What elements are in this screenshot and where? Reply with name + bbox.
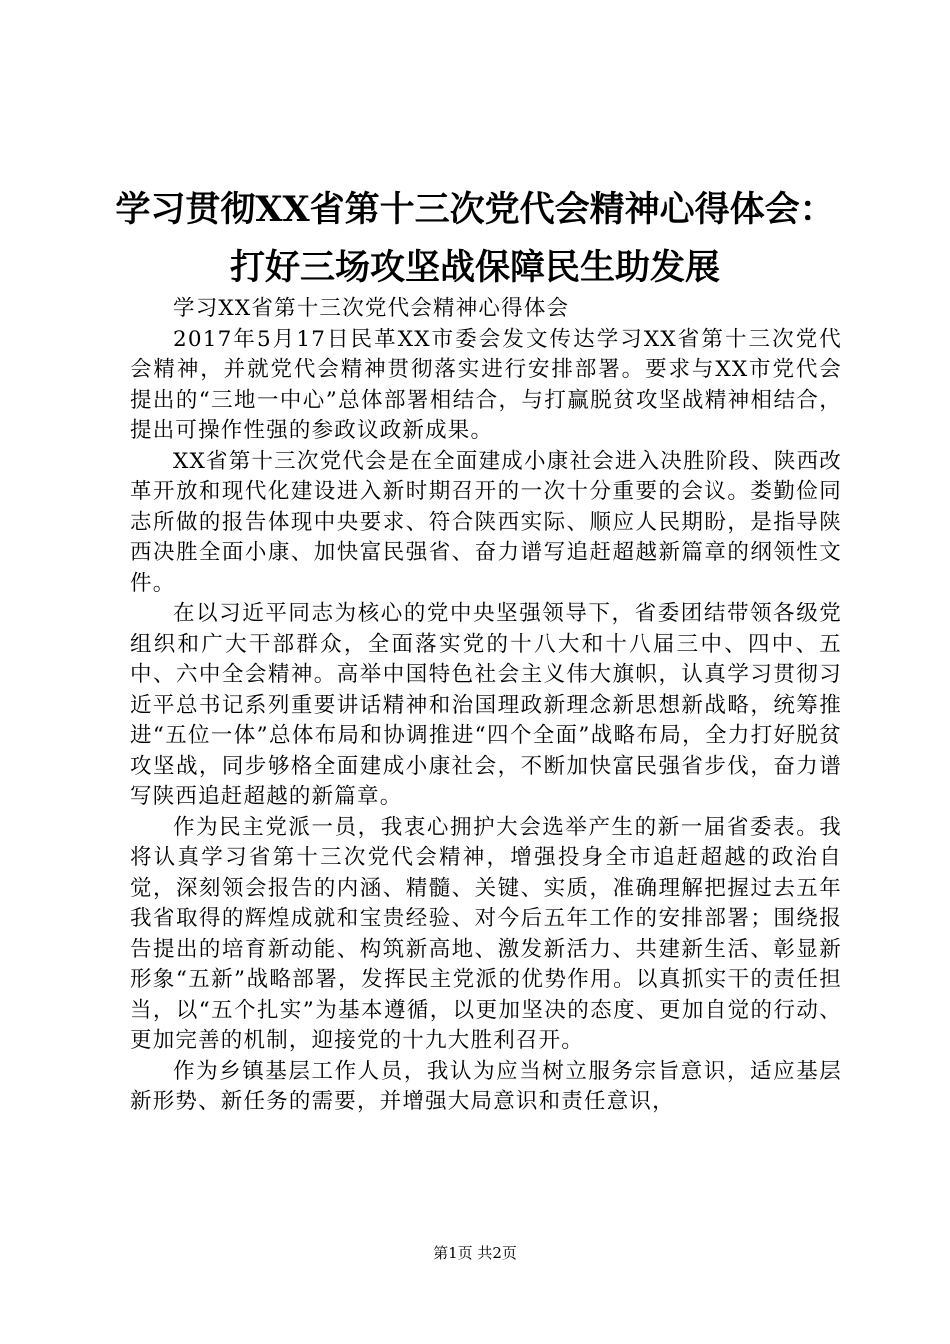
paragraph: 在以习近平同志为核心的党中央坚强领导下，省委团结带领各级党组织和广大干部群众，全面落实党的十八大和十八届三中、四中、五中、六中全会精神。高举中国特色社会主义伟大旗帜，认真学习贯彻习近平总书记系列重要讲话精神和治国理政新理念新思想新战略，统筹推进“五位一体”总体布局和协调推进“四个全面”战略布局，全力打好脱贫攻坚战，同步够格全面建成小康社会，不断加快富民强省步伐，奋力谱写陕西追赶超越的新篇章。 <box>130 601 842 809</box>
paragraph: 2017年5月17日民革XX市委会发文传达学习XX省第十三次党代会精神，并就党代会精神贯彻落实进行安排部署。要求与XX市党代会提出的“三地一中心”总体部署相结合，与打赢脱贫攻坚战精神相结合，提出可操作性强的参政议政新成果。 <box>130 326 842 443</box>
page-footer: 第1页 共2页 <box>433 1244 517 1262</box>
paragraph: 作为乡镇基层工作人员，我认为应当树立服务宗旨意识，适应基层新形势、新任务的需要，并增强大局意识和责任意识， <box>130 1058 842 1114</box>
paragraph: 作为民主党派一员，我衷心拥护大会选举产生的新一届省委表。我将认真学习省第十三次党代会精神，增强投身全市追赶超越的政治自觉，深刻领会报告的内涵、精髓、关键、实质，准确理解把握过去五年我省取得的辉煌成就和宝贵经验、对今后五年工作的安排部署；围绕报告提出的培育新动能、构筑新高地、激发新活力、共建新生活、彰显新形象“五新”战略部署，发挥民主党派的优势作用。以真抓实干的责任担当，以“五个扎实”为基本遵循，以更加坚决的态度、更加自觉的行动、更加完善的机制，迎接党的十九大胜利召开。 <box>130 814 842 1053</box>
paragraph: 学习XX省第十三次党代会精神心得体会 <box>173 296 570 321</box>
paragraph: XX省第十三次党代会是在全面建成小康社会进入决胜阶段、陕西改革开放和现代化建设进入新时期召开的一次十分重要的会议。娄勤俭同志所做的报告体现中央要求、符合陕西实际、顺应人民期盼，是指导陕西决胜全面小康、加快富民强省、奋力谱写追赶超越新篇章的纲领性文件。 <box>130 448 842 596</box>
document-title-line-1: 学习贯彻XX省第十三次党代会精神心得体会： <box>115 189 835 230</box>
document-body <box>130 294 842 1118</box>
document-title-line-2: 打好三场攻坚战保障民生助发展 <box>229 247 720 288</box>
